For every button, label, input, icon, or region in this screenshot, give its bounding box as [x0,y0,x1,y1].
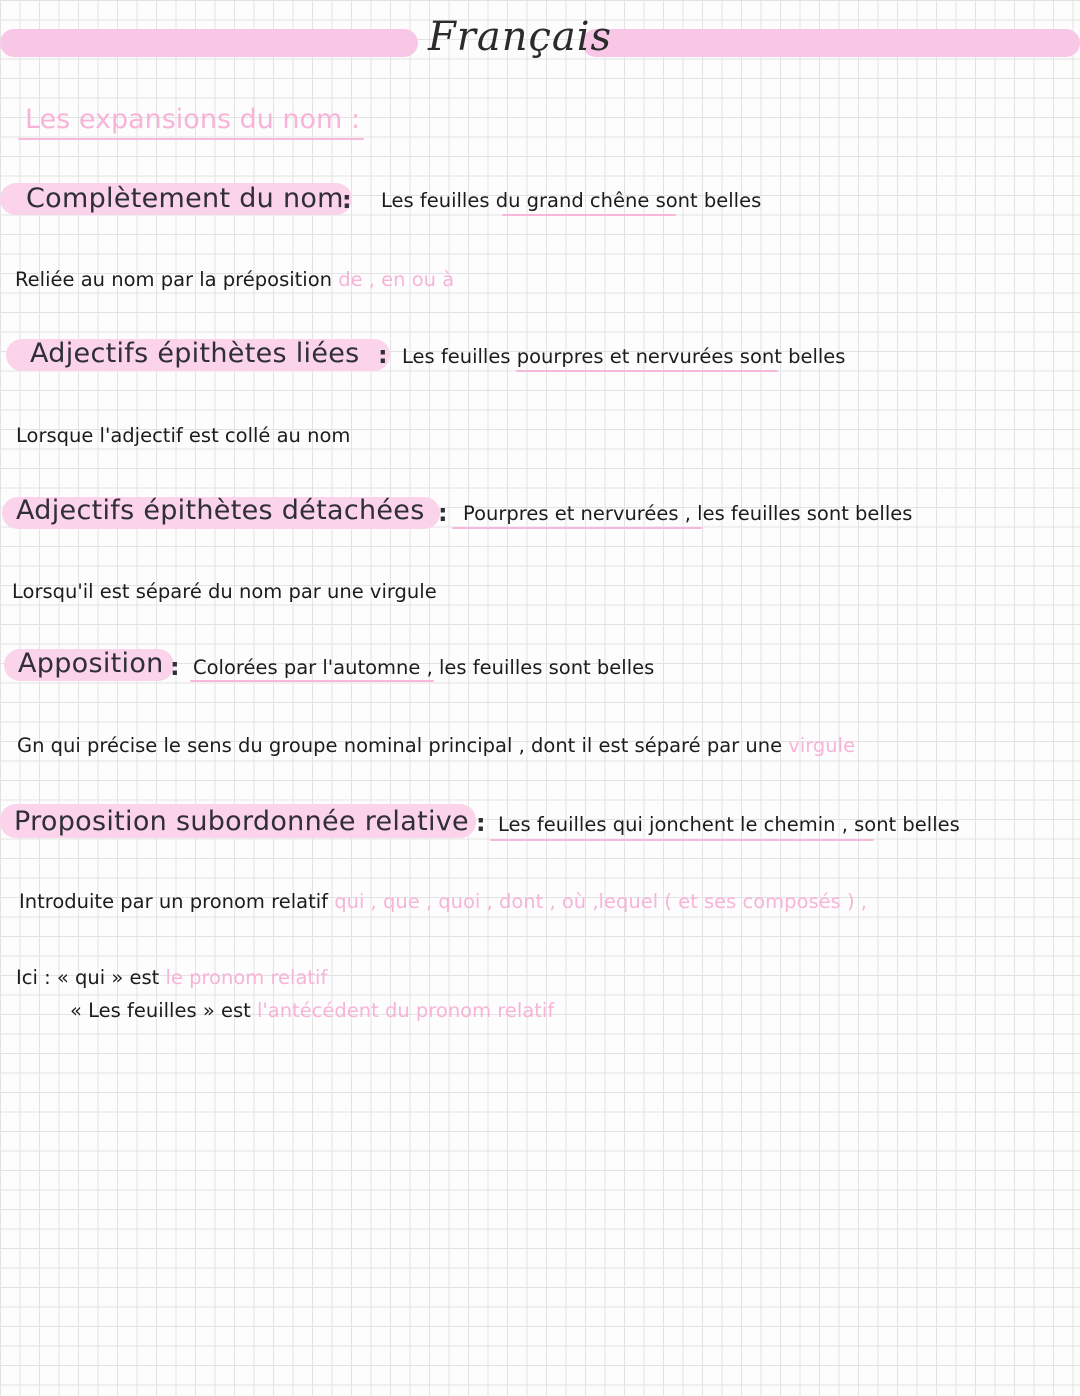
section-colon: : [342,186,352,214]
note-pink: virgule [788,734,856,757]
page-heading-underline [18,138,364,140]
section-note [15,268,454,291]
note-pink: qui , que , quoi , dont , où ,lequel ( et ses composés ) , [334,890,867,913]
example-underlined: Les feuilles qui jonchent le chemin [498,813,836,836]
page-heading: Les expansions du nom : [25,104,361,135]
example-underlined: du grand chêne [495,189,650,212]
page-title: Français [428,14,613,60]
section-note [17,734,855,757]
section-title-relative: Proposition subordonnée relative [14,806,469,837]
ici-line-2 [70,999,554,1022]
example-sentence [463,502,912,525]
note-pink: de , en ou à [338,268,455,291]
example-text: , sont belles [835,813,960,836]
example-text: , les feuilles sont belles [678,502,913,525]
section-note [19,890,867,913]
example-underline [452,527,702,529]
example-text: Les feuilles [402,345,517,368]
example-underlined: Colorées par l'automne [193,656,421,679]
example-underline [516,370,778,372]
section-title-complement: Complètement du nom [26,183,344,214]
example-sentence [381,189,761,212]
note-text: Reliée au nom par la préposition [15,268,339,291]
example-text: sont belles [649,189,762,212]
section-colon: : [378,341,388,369]
example-underline [190,680,434,682]
ici-pink: l'antécédent du pronom relatif [256,999,555,1022]
section-colon: : [170,653,180,681]
note-text: Gn qui précise le sens du groupe nominal principal , dont il est séparé par une [17,734,789,757]
note-text: Introduite par un pronom relatif [19,890,335,913]
section-title-epithetes-detachees: Adjectifs épithètes détachées [16,495,425,526]
ici-line-1 [16,966,327,989]
example-text: Les feuilles [381,189,496,212]
title-band-right [582,29,1080,57]
section-colon: : [476,809,486,837]
example-sentence [402,345,845,368]
note-text: Lorsque l'adjectif est collé au nom [16,424,351,447]
example-underline [502,214,676,216]
title-band-left [0,29,418,57]
ici-pink: le pronom relatif [165,966,328,989]
example-sentence [498,813,960,836]
example-underlined: Pourpres et nervurées [463,502,679,525]
ici-text: Ici : « qui » est [16,966,166,989]
example-text: , les feuilles sont belles [420,656,655,679]
example-underlined: pourpres et nervurées [516,345,734,368]
section-note [16,424,350,447]
example-underline [490,839,874,841]
example-sentence [193,656,654,679]
note-text: Lorsqu'il est séparé du nom par une virgule [12,580,437,603]
example-text: sont belles [733,345,846,368]
section-note [12,580,437,603]
section-title-epithetes-liees: Adjectifs épithètes liées [30,338,360,369]
ici-text: « Les feuilles » est [70,999,257,1022]
section-colon: : [438,499,448,527]
section-title-apposition: Apposition [18,648,164,679]
